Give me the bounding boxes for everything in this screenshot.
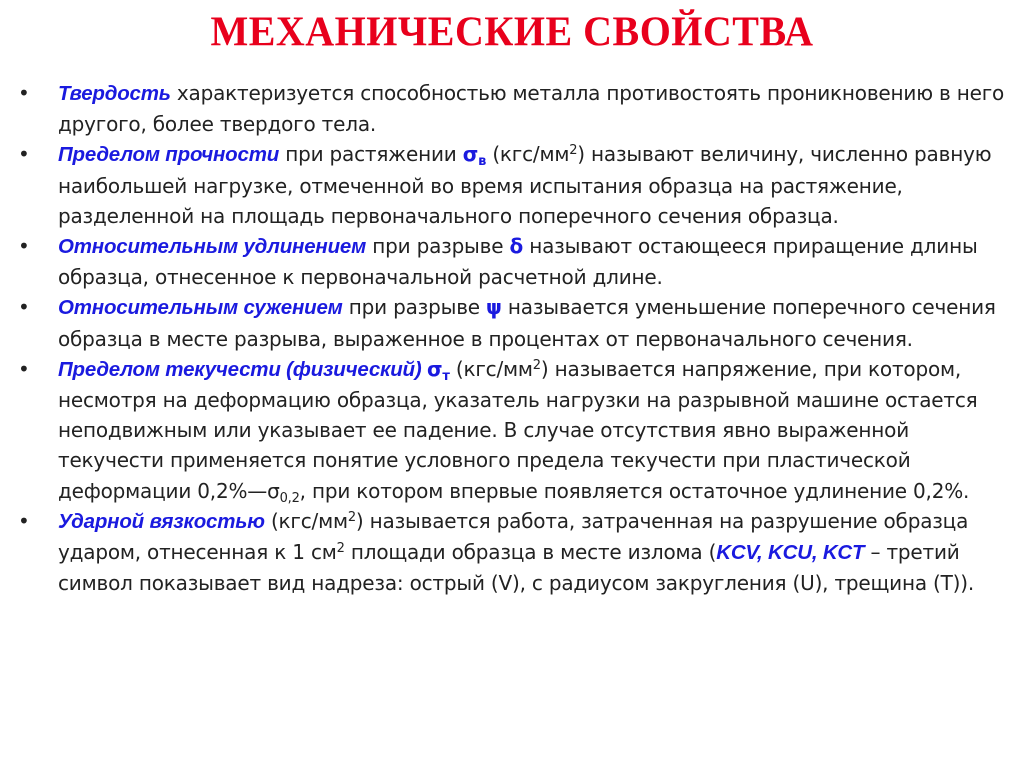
item-text: ) называется работа, затраченная на разрушение образца ударом, отнесенная к 1 см (58, 508, 969, 565)
item-text: называют остающееся приращение длины образца, отнесенное к первоначальной расчетной длине. (58, 234, 978, 290)
term-yield-strength: Пределом текучести (физический) (58, 357, 427, 381)
symbol-sigma-v: $\sigma_в$ (462, 142, 487, 170)
bullet: • (18, 81, 30, 105)
item-text: ) называется напряжение, при котором, несмотря на деформацию образца, указатель нагрузки на разрывной машине остается неподвижным или указывает ее падение. В случае отсутствия явно выраженной текучести применяется понятие условного предела текучести при пластической деформации 0,2%—σ (58, 356, 978, 503)
list-item-impact-toughness (0, 506, 1024, 599)
term-tensile-strength: Пределом прочности (58, 143, 280, 167)
symbol-delta: δ (509, 234, 524, 259)
item-text: (кгс/мм (264, 508, 348, 533)
item-text: площади образца в месте излома ( (344, 540, 717, 565)
item-text: ) называют величину, численно равную наибольшей нагрузке, отмеченной во время испытания образца на растяжение, разделенной на площадь первоначального поперечного сечения образца. (58, 142, 992, 228)
term-impact-toughness: Ударной вязкостью (58, 509, 265, 533)
list-item-reduction-of-area (0, 292, 1024, 353)
item-text: – третий символ показывает вид надреза: острый (V), с радиусом закругления (U), трещина (T)). (58, 540, 975, 596)
list-item-tensile-strength (0, 139, 1024, 231)
item-text: при разрыве (342, 295, 487, 320)
symbol-sigma-t: $\sigma_т$ (427, 356, 450, 384)
item-text: при разрыве (366, 234, 510, 259)
item-text: при растяжении (279, 142, 463, 167)
term-hardness: Твердость (58, 82, 171, 105)
superscript: 2 (569, 143, 578, 159)
term-elongation: Относительным удлинением (58, 235, 367, 259)
notch-codes: KCV, KCU, KCT (716, 541, 865, 565)
item-text: характеризуется способностью металла противостоять проникновению в него другого, более твердого тела. (58, 81, 1005, 137)
list-item-yield-strength (0, 354, 1024, 506)
bullet: • (18, 508, 30, 533)
bullet: • (18, 295, 30, 320)
symbol-psi: ψ (486, 295, 502, 320)
item-text: , при котором впервые появляется остаточное удлинение 0,2%. (299, 478, 970, 503)
bullet: • (18, 234, 30, 259)
superscript: 2 (532, 357, 541, 373)
bullet: • (18, 356, 30, 381)
list-item-elongation (0, 231, 1024, 292)
item-text: (кгс/мм (486, 142, 570, 167)
bullet: • (18, 142, 30, 167)
term-reduction-of-area: Относительным сужением (58, 296, 343, 320)
superscript: 2 (336, 541, 345, 557)
list-item-hardness (0, 78, 1024, 139)
superscript: 2 (347, 509, 356, 525)
item-text: (кгс/мм (449, 356, 533, 381)
slide-title: МЕХАНИЧЕСКИЕ СВОЙСТВА (210, 7, 814, 56)
item-text: называется уменьшение поперечного сечения образца в месте разрыва, выраженное в процентах от первоначального сечения. (58, 295, 996, 351)
properties-list (0, 78, 1024, 598)
subscript: 0,2 (279, 490, 300, 506)
